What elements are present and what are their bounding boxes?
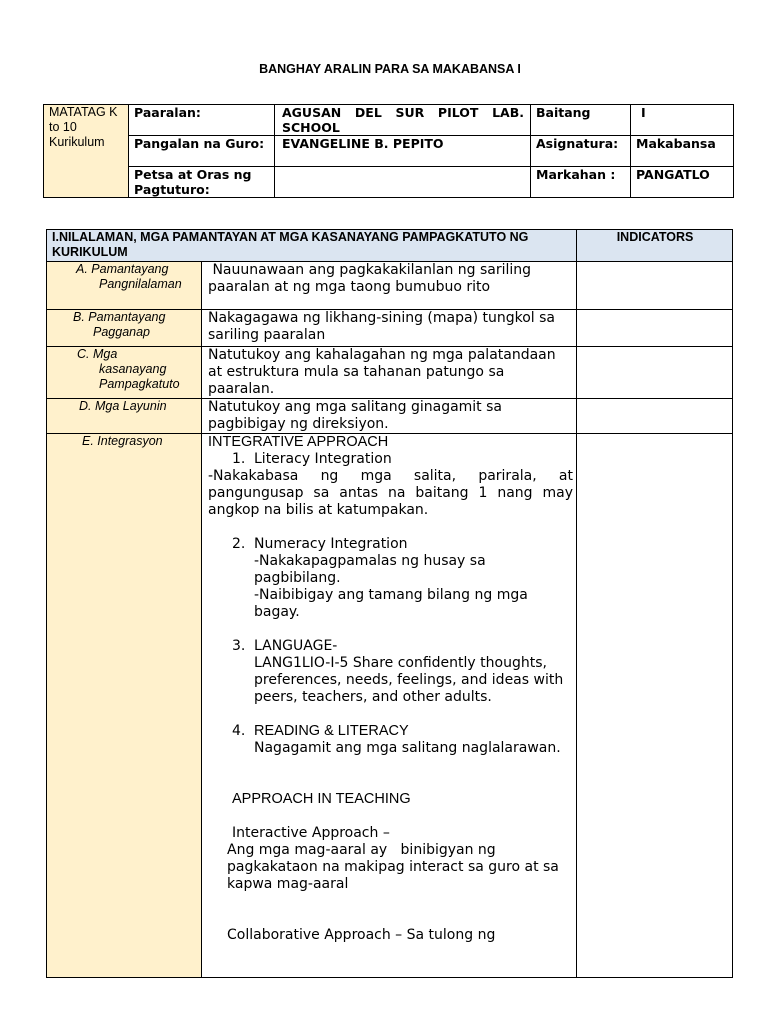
literacy-item-number: 1. bbox=[232, 451, 246, 467]
indicator-cell-d bbox=[577, 399, 733, 434]
content-c: Natutukoy ang kahalagahan ng mga palatandaan at estruktura mula sa tahanan patungo sa paaralan. bbox=[202, 347, 577, 399]
category-label-c bbox=[47, 347, 202, 399]
guro-value: EVANGELINE B. PEPITO bbox=[275, 136, 531, 167]
integrative-approach-title: INTEGRATIVE APPROACH bbox=[208, 434, 389, 450]
reading-item-title: READING & LITERACY bbox=[254, 723, 409, 739]
content-b: Nakagagawa ng likhang-sining (mapa) tungkol sa sariling paaralan bbox=[202, 310, 577, 347]
numeracy-item-line1: -Nakakapagpamalas ng husay sa pagbibilang. bbox=[254, 553, 486, 586]
category-a-line1: A. Pamantayang bbox=[76, 262, 169, 276]
numeracy-item-line2: -Naibibigay ang tamang bilang ng mga bagay. bbox=[254, 587, 528, 620]
school-info-table bbox=[43, 104, 734, 198]
baitang-value: I bbox=[631, 105, 734, 136]
numeracy-item-title: Numeracy Integration bbox=[254, 536, 408, 552]
guro-label: Pangalan na Guro: bbox=[129, 136, 275, 167]
category-c-line3: Pampagkatuto bbox=[99, 377, 180, 391]
literacy-item-text: -Nakakabasa ng mga salita, parirala, at pangungusap sa antas na baitang 1 nang may angkop na bilis at katumpakan. bbox=[208, 468, 573, 518]
markahan-value: PANGATLO bbox=[631, 167, 734, 198]
approach-in-teaching-title: APPROACH IN TEACHING bbox=[232, 791, 411, 807]
category-e-line1: E. Integrasyon bbox=[82, 434, 163, 448]
numeracy-item bbox=[208, 536, 573, 553]
reading-item-number: 4. bbox=[232, 723, 246, 739]
lesson-plan-table bbox=[46, 229, 733, 978]
petsa-label: Petsa at Oras ng Pagtuturo: bbox=[129, 167, 275, 198]
reading-item-text: Nagagamit ang mga salitang naglalarawan. bbox=[254, 740, 561, 756]
kurikulum-cell: MATATAG K to 10 Kurikulum bbox=[44, 105, 129, 198]
category-label-a bbox=[47, 262, 202, 310]
section-heading: I.NILALAMAN, MGA PAMANTAYAN AT MGA KASANAYANG PAMPAGKATUTO NG KURIKULUM bbox=[47, 230, 577, 262]
language-item bbox=[208, 638, 573, 655]
markahan-label: Markahan : bbox=[531, 167, 631, 198]
indicator-cell-c bbox=[577, 347, 733, 399]
indicator-cell-e bbox=[577, 434, 733, 978]
asignatura-label: Asignatura: bbox=[531, 136, 631, 167]
category-b-line2: Pagganap bbox=[93, 325, 151, 339]
language-item-number: 3. bbox=[232, 638, 246, 654]
content-a: Nauunawaan ang pagkakakilanlan ng sariling paaralan at ng mga taong bumubuo rito bbox=[202, 262, 577, 310]
language-item-text: LANG1LIO-I-5 Share confidently thoughts, preferences, needs, feelings, and ideas with peers, teachers, and other adults. bbox=[254, 655, 564, 705]
category-label-e bbox=[47, 434, 202, 978]
content-d: Natutukoy ang mga salitang ginagamit sa pagbibigay ng direksiyon. bbox=[202, 399, 577, 434]
indicators-heading: INDICATORS bbox=[577, 230, 733, 262]
category-d-line1: D. Mga Layunin bbox=[79, 399, 167, 413]
numeracy-item-number: 2. bbox=[232, 536, 246, 552]
indicator-cell-a bbox=[577, 262, 733, 310]
category-c-line1: C. Mga bbox=[77, 347, 118, 361]
petsa-value bbox=[275, 167, 531, 198]
category-c-line2: kasanayang bbox=[99, 362, 167, 376]
baitang-label: Baitang bbox=[531, 105, 631, 136]
reading-item bbox=[208, 723, 573, 740]
interactive-approach-text: Ang mga mag-aaral ay binibigyan ng pagkakataon na makipag interact sa guro at sa kapwa mag-aaral bbox=[227, 842, 564, 892]
literacy-item bbox=[208, 451, 573, 468]
category-label-d bbox=[47, 399, 202, 434]
asignatura-value: Makabansa bbox=[631, 136, 734, 167]
literacy-item-title: Literacy Integration bbox=[254, 451, 392, 467]
category-a-line2: Pangnilalaman bbox=[99, 277, 182, 291]
category-b-line1: B. Pamantayang bbox=[73, 310, 166, 324]
interactive-approach-title: Interactive Approach – bbox=[232, 825, 390, 841]
indicator-cell-b bbox=[577, 310, 733, 347]
language-item-title: LANGUAGE- bbox=[254, 638, 338, 654]
page-title: BANGHAY ARALIN PARA SA MAKABANSA I bbox=[259, 62, 521, 76]
category-label-b bbox=[47, 310, 202, 347]
collaborative-approach-text: Collaborative Approach – Sa tulong ng bbox=[227, 927, 496, 943]
integrasyon-content bbox=[202, 434, 577, 978]
paaralan-label: Paaralan: bbox=[129, 105, 275, 136]
paaralan-value: AGUSAN DEL SUR PILOT LAB. SCHOOL bbox=[275, 105, 531, 136]
